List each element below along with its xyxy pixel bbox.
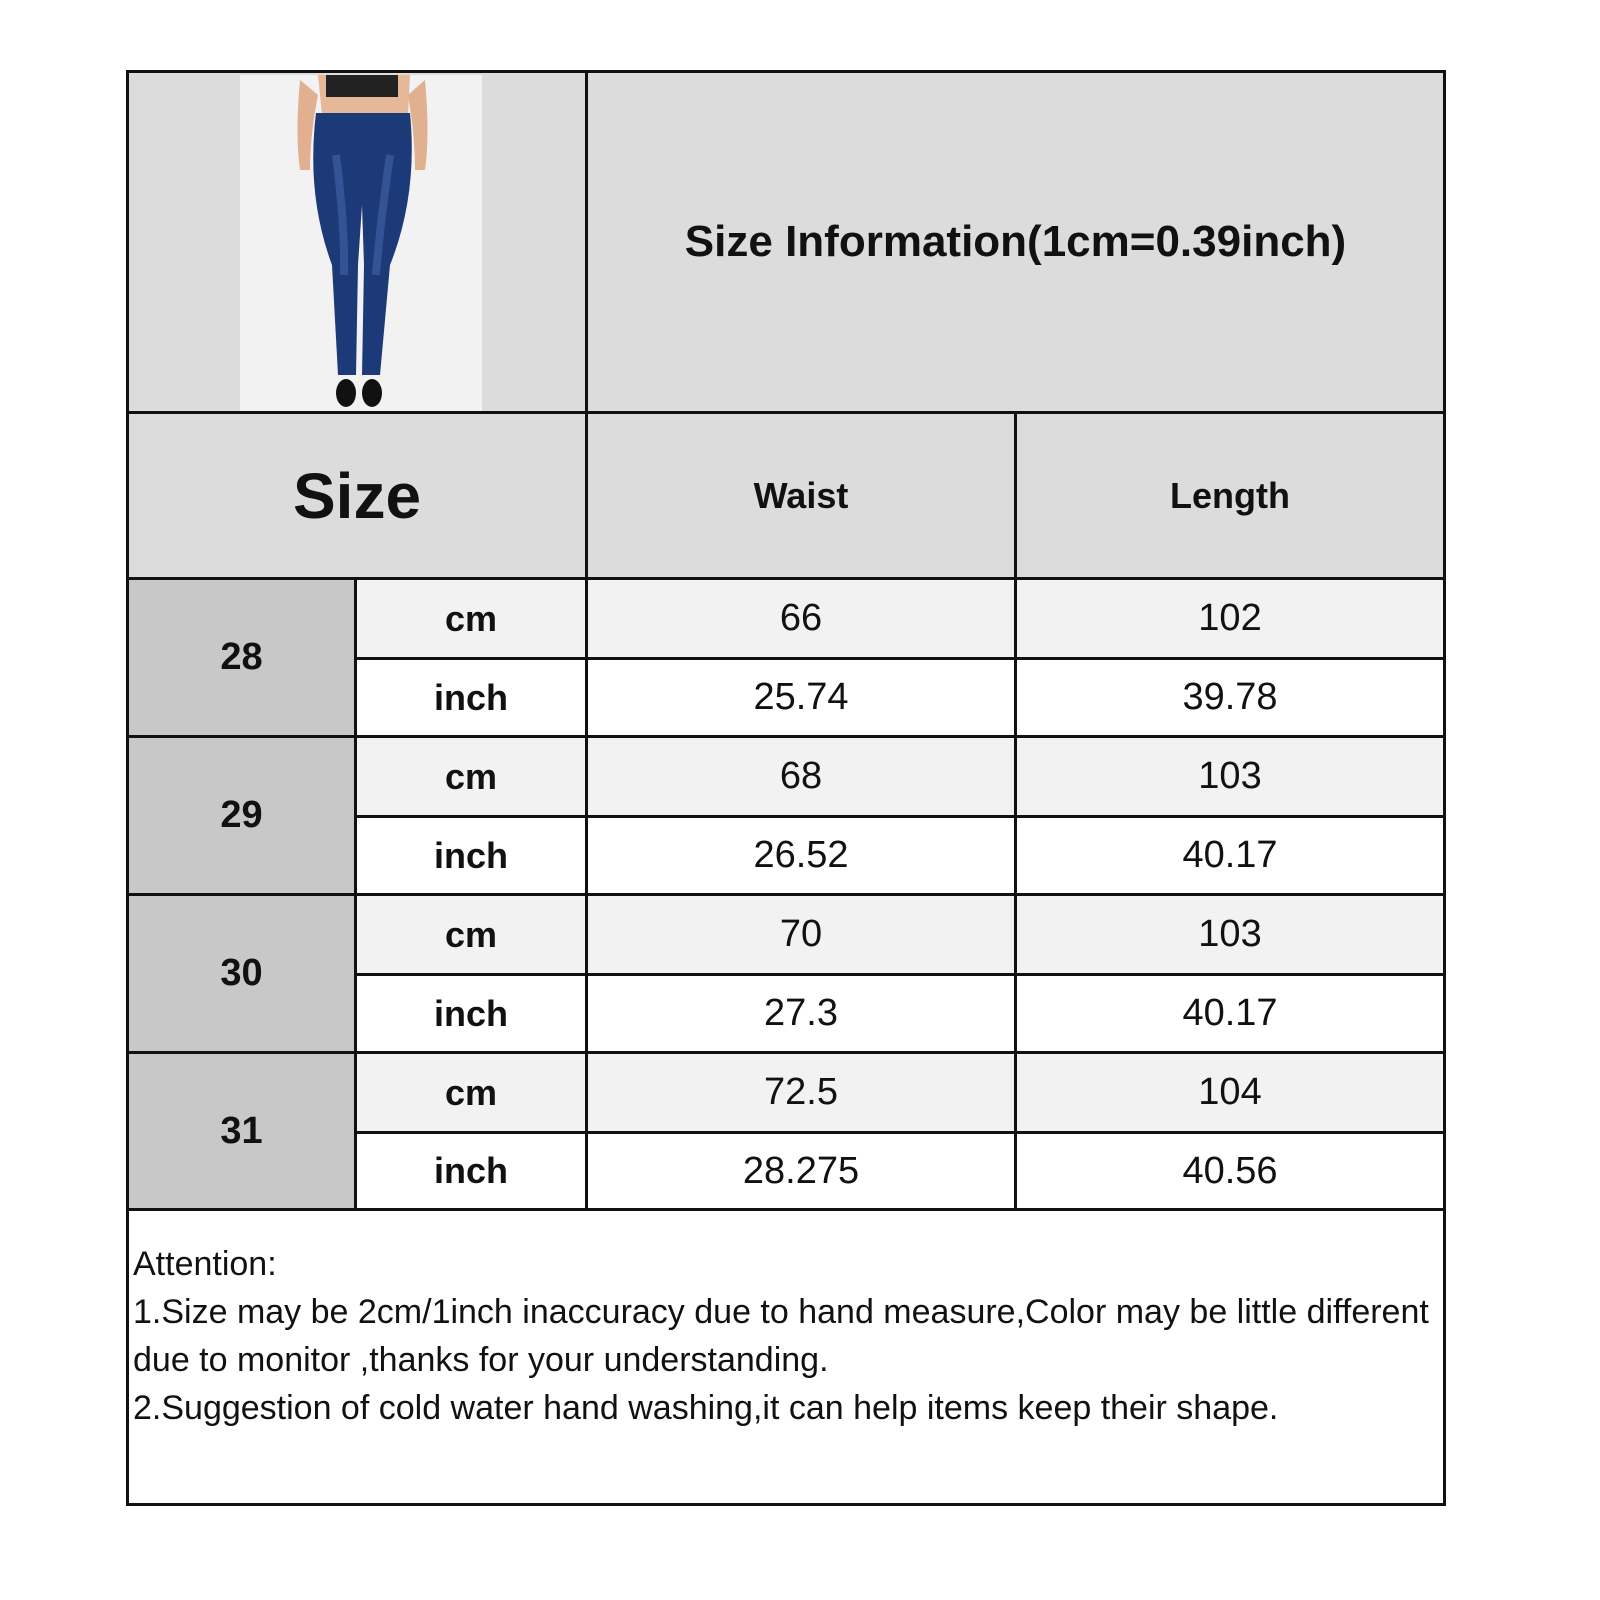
length-value: 40.17 bbox=[1182, 992, 1278, 1034]
waist-value-cell bbox=[588, 1134, 1014, 1208]
waist-value: 26.52 bbox=[753, 834, 849, 876]
notes-line-2: 2.Suggestion of cold water hand washing,it can help items keep their shape. bbox=[133, 1389, 1279, 1427]
waist-value-cell bbox=[588, 1054, 1014, 1131]
length-value-cell bbox=[1017, 896, 1443, 973]
length-value-cell bbox=[1017, 660, 1443, 735]
waist-value-cell bbox=[588, 580, 1014, 657]
unit-cell bbox=[357, 660, 585, 735]
waist-header-cell bbox=[588, 414, 1014, 577]
length-value-cell bbox=[1017, 818, 1443, 893]
page-title: Size Information(1cm=0.39inch) bbox=[684, 217, 1347, 266]
length-value: 103 bbox=[1198, 755, 1262, 797]
length-value: 102 bbox=[1198, 597, 1262, 639]
grid-line bbox=[126, 1051, 1446, 1054]
unit-label: inch bbox=[433, 992, 508, 1034]
model-jeans-icon bbox=[240, 75, 482, 415]
waist-value-cell bbox=[588, 818, 1014, 893]
length-value: 39.78 bbox=[1182, 676, 1278, 718]
size-column-header: Size bbox=[292, 459, 422, 532]
size-30-cell bbox=[129, 896, 354, 1051]
waist-value: 25.74 bbox=[753, 676, 849, 718]
unit-cell bbox=[357, 976, 585, 1051]
unit-cell bbox=[357, 896, 585, 973]
waist-value: 28.275 bbox=[742, 1149, 860, 1192]
size-29-cell bbox=[129, 738, 354, 893]
grid-line bbox=[354, 973, 1446, 976]
size-header-cell bbox=[129, 414, 585, 577]
grid-line bbox=[354, 657, 1446, 660]
unit-cell bbox=[357, 818, 585, 893]
length-header-cell bbox=[1017, 414, 1443, 577]
length-value-cell bbox=[1017, 738, 1443, 815]
waist-value-cell bbox=[588, 976, 1014, 1051]
unit-label: inch bbox=[433, 834, 508, 876]
grid-line bbox=[585, 70, 588, 1210]
waist-value: 27.3 bbox=[764, 992, 838, 1034]
unit-label: cm bbox=[444, 597, 498, 639]
length-value-cell bbox=[1017, 1054, 1443, 1131]
length-value: 40.17 bbox=[1182, 834, 1278, 876]
waist-value: 70 bbox=[779, 913, 823, 955]
unit-cell bbox=[357, 1134, 585, 1208]
length-value: 40.56 bbox=[1182, 1149, 1278, 1192]
waist-value: 68 bbox=[779, 755, 823, 797]
unit-label: cm bbox=[444, 913, 498, 955]
length-value-cell bbox=[1017, 1134, 1443, 1208]
notes-line-1: 1.Size may be 2cm/1inch inaccuracy due to hand measure,Color may be little different due to monitor ,thanks for your understanding. bbox=[133, 1293, 1439, 1379]
product-photo bbox=[240, 75, 482, 415]
size-28-cell bbox=[129, 580, 354, 735]
attention-notes bbox=[133, 1240, 1439, 1432]
unit-label: inch bbox=[433, 1150, 508, 1191]
unit-cell bbox=[357, 738, 585, 815]
grid-line bbox=[126, 735, 1446, 738]
unit-label: cm bbox=[444, 1071, 498, 1113]
length-value-cell bbox=[1017, 580, 1443, 657]
grid-line bbox=[354, 1131, 1446, 1134]
waist-value-cell bbox=[588, 738, 1014, 815]
grid-line bbox=[126, 577, 1446, 580]
title-cell bbox=[588, 73, 1443, 411]
unit-cell bbox=[357, 580, 585, 657]
length-value: 103 bbox=[1198, 913, 1262, 955]
waist-column-header: Waist bbox=[753, 474, 849, 516]
grid-line bbox=[1014, 411, 1017, 1210]
size-label: 30 bbox=[220, 952, 263, 994]
length-column-header: Length bbox=[1170, 474, 1290, 516]
grid-line bbox=[126, 411, 1446, 414]
size-label: 31 bbox=[220, 1109, 263, 1152]
unit-cell bbox=[357, 1054, 585, 1131]
waist-value-cell bbox=[588, 896, 1014, 973]
waist-value: 72.5 bbox=[764, 1071, 838, 1113]
waist-value-cell bbox=[588, 660, 1014, 735]
grid-line bbox=[126, 1208, 1446, 1211]
notes-heading: Attention: bbox=[133, 1245, 277, 1283]
size-31-cell bbox=[129, 1054, 354, 1208]
grid-line bbox=[126, 893, 1446, 896]
length-value-cell bbox=[1017, 976, 1443, 1051]
unit-label: inch bbox=[433, 676, 508, 718]
unit-label: cm bbox=[444, 755, 498, 797]
size-label: 29 bbox=[220, 794, 263, 836]
grid-line bbox=[354, 577, 357, 1210]
waist-value: 66 bbox=[779, 597, 823, 639]
length-value: 104 bbox=[1198, 1071, 1262, 1113]
size-label: 28 bbox=[220, 636, 263, 678]
grid-line bbox=[354, 815, 1446, 818]
